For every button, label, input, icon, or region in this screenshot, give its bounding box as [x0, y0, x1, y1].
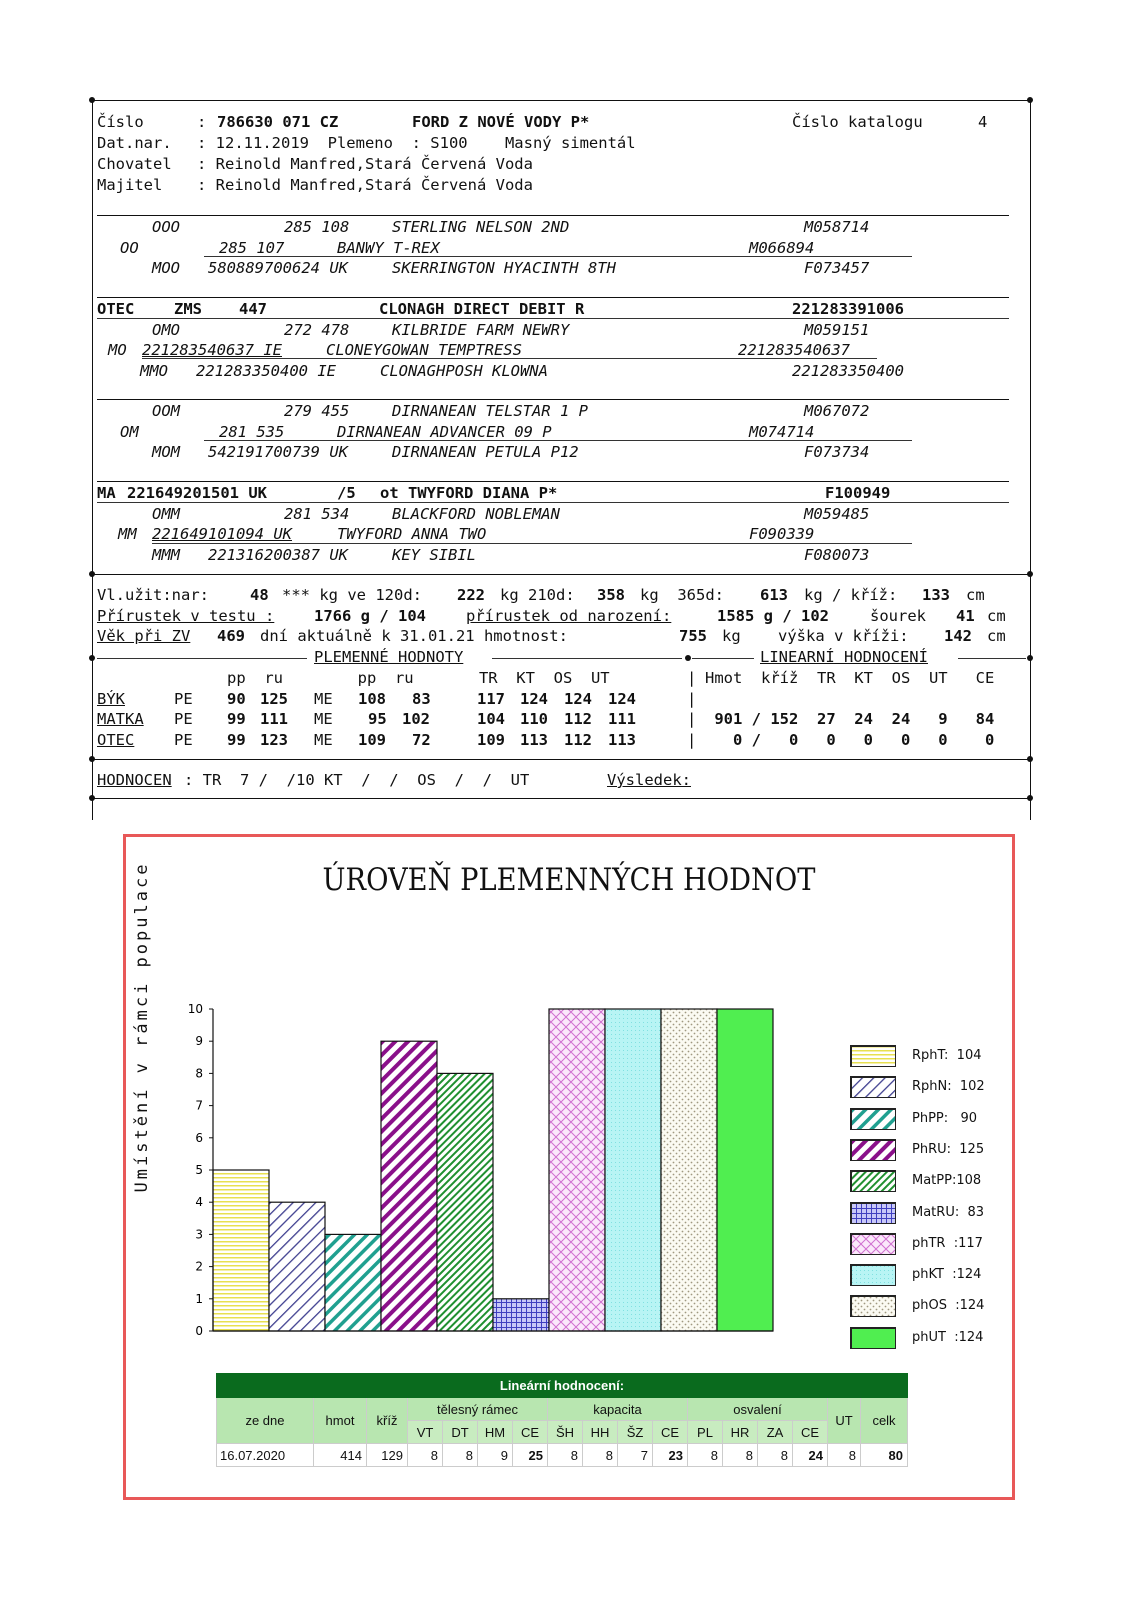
- bar-matpp: [437, 1073, 493, 1331]
- y-axis-label: Umístění v rámci populace: [132, 861, 152, 1193]
- mom-name: DIRNANEAN PETULA P12: [392, 443, 579, 461]
- group-muscling: osvalení: [688, 1398, 828, 1421]
- row-matka-pp: 99: [227, 710, 246, 728]
- breeder-label: Chovatel: [97, 155, 172, 173]
- bar-matru: [493, 1299, 549, 1331]
- breeding-card: [92, 100, 1032, 820]
- oo-code: OO: [120, 239, 139, 257]
- mo-id: 221283540637: [738, 341, 850, 359]
- row-byk-tr: 117: [477, 690, 505, 708]
- perf2-t2: šourek: [870, 607, 926, 625]
- y-tick-label-10: 10: [187, 1002, 203, 1016]
- row-otec-kt: 113: [520, 731, 548, 749]
- value-cross: 129: [367, 1444, 408, 1467]
- legend-label: PhRU: 125: [912, 1141, 985, 1157]
- row-otec-lin: 0 / 0 0 0 0 0 0: [705, 731, 995, 749]
- bar-rphn: [269, 1202, 325, 1331]
- row-otec-os: 112: [564, 731, 592, 749]
- legend-label: RphN: 102: [912, 1079, 985, 1095]
- row-otec-b: ME: [314, 731, 333, 749]
- birth-breed: : 12.11.2019 Plemeno : S100 Masný simentál: [197, 134, 636, 152]
- oo-name: BANWY T-REX: [337, 239, 440, 257]
- bar-phut: [717, 1009, 773, 1331]
- legend-swatch-rect: [852, 1266, 897, 1287]
- section-linear: LINEARNÍ HODNOCENÍ: [760, 648, 928, 666]
- value-ut: 8: [828, 1444, 861, 1467]
- moo-id: F073457: [804, 259, 870, 277]
- y-tick-label-2: 2: [195, 1259, 203, 1274]
- row-matka-lin: 901 / 152 27 24 24 9 84: [705, 710, 995, 728]
- mmm-id: F080073: [804, 546, 870, 564]
- omo-code: OMO: [152, 321, 180, 339]
- legend-swatch: [850, 1139, 896, 1161]
- legend-label: phOS :124: [912, 1298, 985, 1314]
- mm-name: TWYFORD ANNA TWO: [337, 525, 487, 543]
- moo-code: MOO: [152, 259, 180, 277]
- row-matka-kt: 110: [520, 710, 548, 728]
- ma-name: ot TWYFORD DIANA P*: [380, 484, 558, 502]
- perf3-v3: 142: [944, 627, 972, 645]
- ma-id: F100949: [825, 484, 891, 502]
- perf1-v2: 222: [457, 586, 485, 604]
- row-matka-ru2: 102: [402, 710, 430, 728]
- legend-swatch: [850, 1045, 896, 1067]
- ma-number: 221649201501 UK: [127, 484, 267, 502]
- perf1-t3: kg 365d:: [640, 586, 724, 604]
- value-score-7: 23: [653, 1444, 688, 1467]
- omm-name: BLACKFORD NOBLEMAN: [392, 505, 560, 523]
- oom-number: 279 455: [284, 402, 350, 420]
- perf1-t4: kg / kříž:: [804, 586, 898, 604]
- legend-swatch: [850, 1202, 896, 1224]
- breeder-value: : Reinold Manfred,Stará Červená Voda: [197, 155, 533, 173]
- vert-bar: |: [687, 690, 697, 708]
- mom-id: F073734: [804, 443, 870, 461]
- perf2-label: Přírustek v testu :: [97, 607, 275, 625]
- row-byk-a: PE: [174, 690, 193, 708]
- y-tick-label-3: 3: [195, 1227, 203, 1242]
- section-breeding-values: PLEMENNÉ HODNOTY: [314, 648, 464, 666]
- row-otec-name: OTEC: [97, 731, 135, 749]
- y-tick-label-4: 4: [195, 1195, 203, 1210]
- ooo-number: 285 108: [284, 218, 350, 236]
- legend-swatch-rect: [852, 1047, 897, 1068]
- row-otec-ut: 113: [608, 731, 636, 749]
- row-byk-pp2: 108: [358, 690, 386, 708]
- y-tick-label-7: 7: [195, 1098, 203, 1113]
- mom-code: MOM: [152, 443, 180, 461]
- lin-column-headers: Hmot kříž TR KT OS UT CE: [705, 669, 995, 687]
- om-name: DIRNANEAN ADVANCER 09 P: [337, 423, 552, 441]
- row-byk-ru2: 83: [412, 690, 431, 708]
- otec-number: 447: [239, 300, 267, 318]
- moo-number: 580889700624 UK: [208, 259, 348, 277]
- legend-swatch-rect: [852, 1328, 897, 1349]
- value-score-2: 9: [478, 1444, 513, 1467]
- omm-id: M059485: [804, 505, 870, 523]
- perf3-t2: kg výška v kříži:: [722, 627, 909, 645]
- row-matka-ru: 111: [260, 710, 288, 728]
- legend-swatch-rect: [852, 1234, 897, 1255]
- legend-swatch-rect: [852, 1203, 897, 1224]
- value-score-1: 8: [443, 1444, 478, 1467]
- mmo-number: 221283350400 IE: [196, 362, 336, 380]
- ooo-id: M058714: [804, 218, 870, 236]
- mmo-name: CLONAGHPOSH KLOWNA: [380, 362, 548, 380]
- row-otec-tr: 109: [477, 731, 505, 749]
- mmm-code: MMM: [152, 546, 180, 564]
- group-frame: tělesný rámec: [408, 1398, 548, 1421]
- perf2-v1: 1766 g / 104: [314, 607, 426, 625]
- row-byk-ru: 125: [260, 690, 288, 708]
- perf3-label: Věk při ZV: [97, 627, 191, 645]
- perf1-label: Vl.užit:nar:: [97, 586, 209, 604]
- vert-bar: |: [687, 710, 697, 728]
- row-matka-ut: 111: [608, 710, 636, 728]
- value-total: 80: [861, 1444, 908, 1467]
- chart-panel: [123, 834, 1015, 1500]
- y-tick-label-8: 8: [195, 1066, 203, 1081]
- catalog-label: Číslo katalogu: [792, 113, 923, 131]
- otec-id: 221283391006: [792, 300, 904, 318]
- subcol-hm-2: HM: [478, 1421, 513, 1444]
- omo-number: 272 478: [284, 321, 350, 339]
- bar-phtr: [549, 1009, 605, 1331]
- otec-name: CLONAGH DIRECT DEBIT R: [379, 300, 585, 318]
- subcol-šz-6: ŠZ: [618, 1421, 653, 1444]
- legend-label: MatRU: 83: [912, 1204, 985, 1220]
- legend-swatch-rect: [852, 1078, 897, 1099]
- otec-breed: ZMS: [174, 300, 202, 318]
- y-tick-label-1: 1: [195, 1291, 203, 1306]
- chart-title: ÚROVEŇ PLEMENNÝCH HODNOT: [322, 862, 816, 898]
- row-otec-pp2: 109: [358, 731, 386, 749]
- row-otec-ru: 123: [260, 731, 288, 749]
- otec-code: OTEC: [97, 300, 135, 318]
- animal-name: FORD Z NOVÉ VODY P*: [412, 113, 590, 131]
- owner-label: Majitel: [97, 176, 163, 194]
- value-score-9: 8: [723, 1444, 758, 1467]
- om-id: M074714: [749, 423, 815, 441]
- owner-value: : Reinold Manfred,Stará Červená Voda: [197, 176, 533, 194]
- bar-phkt: [605, 1009, 661, 1331]
- col-ut: UT: [828, 1398, 861, 1444]
- subcol-za-10: ZA: [758, 1421, 793, 1444]
- legend-swatch-rect: [852, 1172, 897, 1193]
- legend-swatch: [850, 1295, 896, 1317]
- linear-assessment-table: [216, 1373, 908, 1467]
- legend-swatch-rect: [852, 1140, 897, 1161]
- vert-bar: |: [687, 669, 697, 687]
- perf1-t5: cm: [966, 586, 985, 604]
- row-matka-tr: 104: [477, 710, 505, 728]
- row-byk-kt: 124: [520, 690, 548, 708]
- legend-label: PhPP: 90: [912, 1110, 978, 1126]
- legend-swatch: [850, 1170, 896, 1192]
- value-score-3: 25: [513, 1444, 548, 1467]
- perf1-v1: 48: [250, 586, 269, 604]
- bar-rpht: [213, 1170, 269, 1331]
- row-byk-os: 124: [564, 690, 592, 708]
- row-matka-os: 112: [564, 710, 592, 728]
- bar-phpp: [325, 1234, 381, 1331]
- catalog-number: 4: [978, 113, 988, 131]
- row-byk-pp: 90: [227, 690, 246, 708]
- rating-label: HODNOCEN: [97, 771, 172, 789]
- omo-id: M059151: [804, 321, 870, 339]
- number-sep: :: [197, 113, 216, 131]
- mom-number: 542191700739 UK: [208, 443, 348, 461]
- subcol-šh-4: ŠH: [548, 1421, 583, 1444]
- omm-code: OMM: [152, 505, 180, 523]
- row-byk-b: ME: [314, 690, 333, 708]
- value-score-10: 8: [758, 1444, 793, 1467]
- value-score-6: 7: [618, 1444, 653, 1467]
- subcol-pl-8: PL: [688, 1421, 723, 1444]
- ma-extra: /5: [337, 484, 356, 502]
- oom-name: DIRNANEAN TELSTAR 1 P: [392, 402, 588, 420]
- oo-number: 285 107: [219, 239, 285, 257]
- omo-name: KILBRIDE FARM NEWRY: [392, 321, 570, 339]
- legend-label: phUT :124: [912, 1329, 984, 1345]
- perf2-t3: cm: [987, 607, 1006, 625]
- value-score-8: 8: [688, 1444, 723, 1467]
- legend-swatch-rect: [852, 1109, 897, 1130]
- linear-table-title: Lineární hodnocení:: [217, 1374, 908, 1398]
- y-tick-label-6: 6: [195, 1130, 203, 1145]
- birth-label: Dat.nar.: [97, 134, 172, 152]
- row-otec-a: PE: [174, 731, 193, 749]
- row-otec-ru2: 72: [412, 731, 431, 749]
- row-matka-b: ME: [314, 710, 333, 728]
- legend-swatch: [850, 1327, 896, 1349]
- legend-swatch-rect: [852, 1297, 897, 1318]
- mm-id: F090339: [749, 525, 815, 543]
- perf3-v1: 469: [217, 627, 245, 645]
- vert-bar: |: [687, 731, 697, 749]
- bar-phru: [381, 1041, 437, 1331]
- subcol-ce-7: CE: [653, 1421, 688, 1444]
- col-cross: kříž: [367, 1398, 408, 1444]
- mmo-code: MMO: [140, 362, 168, 380]
- animal-number: 786630 071 CZ: [217, 113, 339, 131]
- perf3-v2: 755: [679, 627, 707, 645]
- row-matka-pp2: 95: [368, 710, 387, 728]
- y-tick-label-9: 9: [195, 1034, 203, 1049]
- perf3-t3: cm: [987, 627, 1006, 645]
- value-score-4: 8: [548, 1444, 583, 1467]
- legend-label: MatPP:108: [912, 1173, 982, 1189]
- perf1-v4: 613: [760, 586, 788, 604]
- mmm-name: KEY SIBIL: [392, 546, 476, 564]
- group-capacity: kapacita: [548, 1398, 688, 1421]
- subcol-hh-5: HH: [583, 1421, 618, 1444]
- value-weight: 414: [314, 1444, 367, 1467]
- col-date: ze dne: [217, 1398, 314, 1444]
- value-score-5: 8: [583, 1444, 618, 1467]
- mo-code: MO: [108, 341, 127, 359]
- legend-swatch: [850, 1264, 896, 1286]
- perf1-v5: 133: [922, 586, 950, 604]
- mm-code: MM: [118, 525, 137, 543]
- legend-swatch: [850, 1108, 896, 1130]
- col-weight: hmot: [314, 1398, 367, 1444]
- mmm-number: 221316200387 UK: [208, 546, 348, 564]
- row-byk-name: BÝK: [97, 690, 125, 708]
- y-tick-label-0: 0: [195, 1324, 203, 1338]
- mo-number: 221283540637 IE: [142, 341, 282, 359]
- legend-label: phKT :124: [912, 1267, 982, 1283]
- perf1-t2: kg 210d:: [500, 586, 575, 604]
- number-label: Číslo: [97, 113, 144, 131]
- row-otec-pp: 99: [227, 731, 246, 749]
- ooo-name: STERLING NELSON 2ND: [392, 218, 570, 236]
- subcol-dt-1: DT: [443, 1421, 478, 1444]
- rating-values: : TR 7 / /10 KT / / OS / / UT: [184, 771, 530, 789]
- ph-column-headers: pp ru pp ru TR KT OS UT: [227, 669, 610, 687]
- row-matka-name: MATKA: [97, 710, 144, 728]
- mm-number: 221649101094 UK: [152, 525, 292, 543]
- row-byk-ut: 124: [608, 690, 636, 708]
- value-score-0: 8: [408, 1444, 443, 1467]
- omm-number: 281 534: [284, 505, 350, 523]
- subcol-hr-9: HR: [723, 1421, 758, 1444]
- perf2-v3: 41: [956, 607, 975, 625]
- mmo-id: 221283350400: [792, 362, 904, 380]
- oom-id: M067072: [804, 402, 870, 420]
- legend-swatch: [850, 1233, 896, 1255]
- ma-code: MA: [97, 484, 116, 502]
- legend-label: phTR :117: [912, 1235, 983, 1251]
- om-number: 281 535: [219, 423, 285, 441]
- subcol-ce-11: CE: [793, 1421, 828, 1444]
- moo-name: SKERRINGTON HYACINTH 8TH: [392, 259, 616, 277]
- result-label: Výsledek:: [607, 771, 691, 789]
- subcol-vt-0: VT: [408, 1421, 443, 1444]
- subcol-ce-3: CE: [513, 1421, 548, 1444]
- legend-swatch: [850, 1076, 896, 1098]
- oom-code: OOM: [152, 402, 180, 420]
- legend-label: RphT: 104: [912, 1048, 982, 1063]
- ooo-code: OOO: [152, 218, 180, 236]
- perf1-v3: 358: [597, 586, 625, 604]
- y-tick-label-5: 5: [195, 1163, 203, 1177]
- bar-phos: [661, 1009, 717, 1331]
- perf2-v2: 1585 g / 102: [717, 607, 829, 625]
- mo-name: CLONEYGOWAN TEMPTRESS: [326, 341, 522, 359]
- value-score-11: 24: [793, 1444, 828, 1467]
- value-date: 16.07.2020: [217, 1444, 314, 1467]
- perf2-t1: přírustek od narození:: [466, 607, 672, 625]
- col-total: celk: [861, 1398, 908, 1444]
- perf3-t1: dní aktuálně k 31.01.21 hmotnost:: [260, 627, 568, 645]
- om-code: OM: [120, 423, 139, 441]
- perf1-t1: *** kg ve 120d:: [282, 586, 422, 604]
- oo-id: M066894: [749, 239, 815, 257]
- row-matka-a: PE: [174, 710, 193, 728]
